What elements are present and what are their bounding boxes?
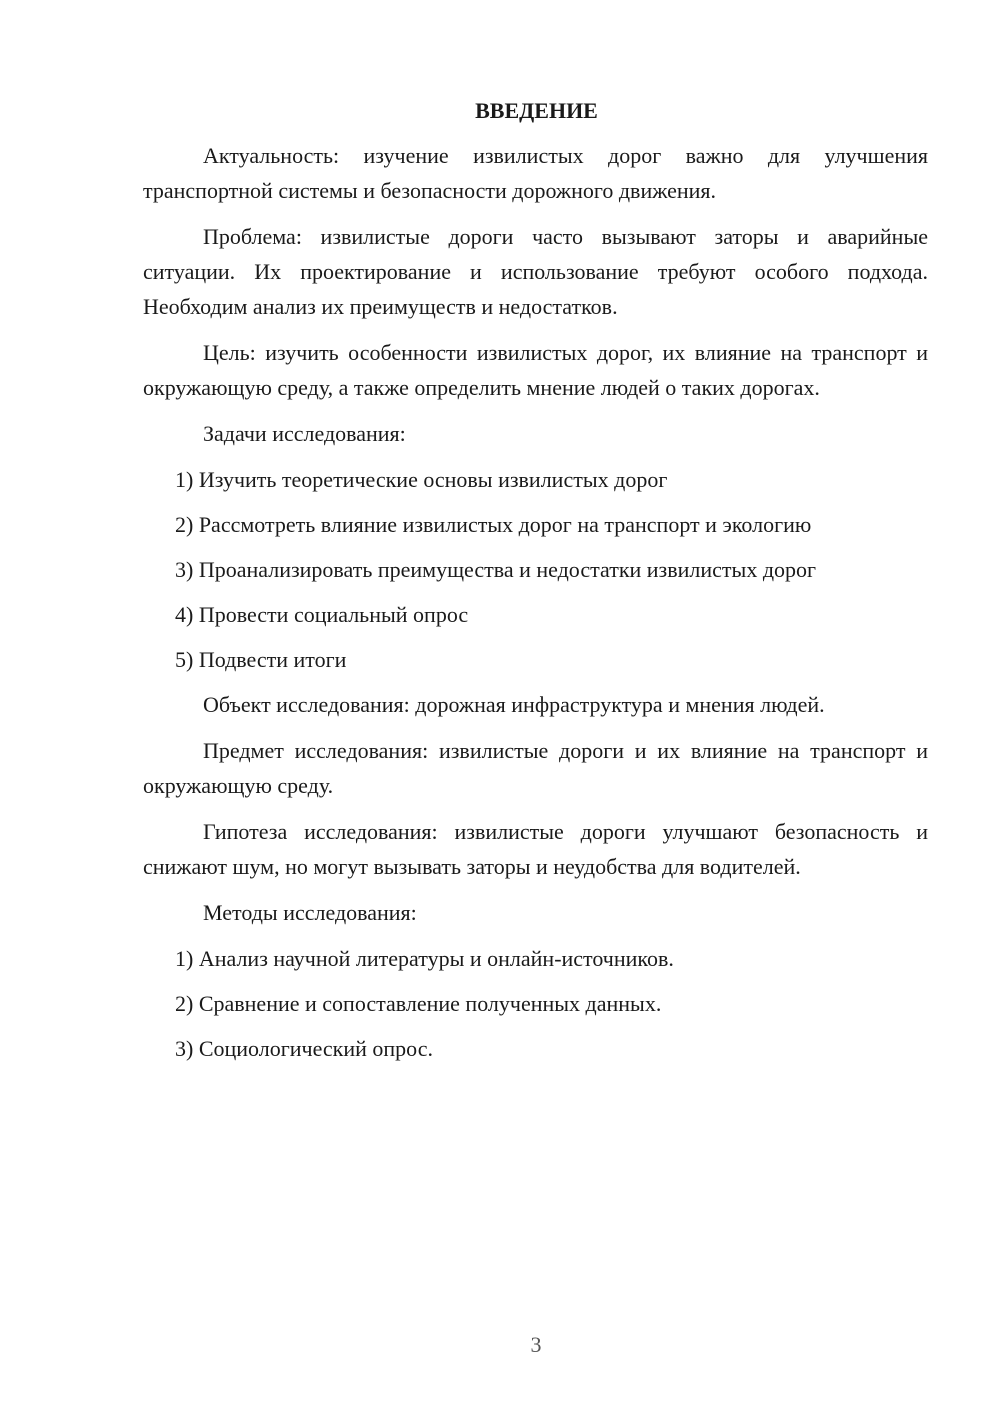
- tasks-heading: Задачи исследования:: [203, 421, 406, 446]
- task-item-3: 3) Проанализировать преимущества и недостатки извилистых дорог: [175, 557, 817, 582]
- subject-paragraph: Предмет исследования: извилистые дороги и их влияние на транспорт и окружающую среду.: [143, 738, 928, 798]
- hypothesis-paragraph: Гипотеза исследования: извилистые дороги улучшают безопасность и снижают шум, но могут вызывать заторы и неудобства для водителей.: [143, 819, 928, 879]
- section-title: ВВЕДЕНИЕ: [475, 98, 598, 123]
- page-number: 3: [530, 1332, 542, 1357]
- task-item-4: 4) Провести социальный опрос: [175, 602, 469, 627]
- relevance-paragraph: Актуальность: изучение извилистых дорог важно для улучшения транспортной системы и безопасности дорожного движения.: [143, 143, 928, 203]
- method-item-1: 1) Анализ научной литературы и онлайн-источников.: [175, 946, 674, 971]
- document-page: [143, 96, 928, 1076]
- task-item-5: 5) Подвести итоги: [175, 647, 347, 672]
- problem-paragraph: Проблема: извилистые дороги часто вызывают заторы и аварийные ситуации. Их проектирование и использование требуют особого подхода. Необходим анализ их преимуществ и недостатков.: [143, 224, 928, 319]
- task-item-2: 2) Рассмотреть влияние извилистых дорог на транспорт и экологию: [175, 512, 812, 537]
- goal-paragraph: Цель: изучить особенности извилистых дорог, их влияние на транспорт и окружающую среду, а также определить мнение людей о таких дорогах.: [143, 340, 928, 400]
- task-item-1: 1) Изучить теоретические основы извилистых дорог: [175, 467, 668, 492]
- method-item-2: 2) Сравнение и сопоставление полученных данных.: [175, 991, 662, 1016]
- method-item-3: 3) Социологический опрос.: [175, 1036, 433, 1061]
- methods-heading: Методы исследования:: [203, 900, 417, 925]
- object-paragraph: Объект исследования: дорожная инфраструктура и мнения людей.: [203, 692, 825, 717]
